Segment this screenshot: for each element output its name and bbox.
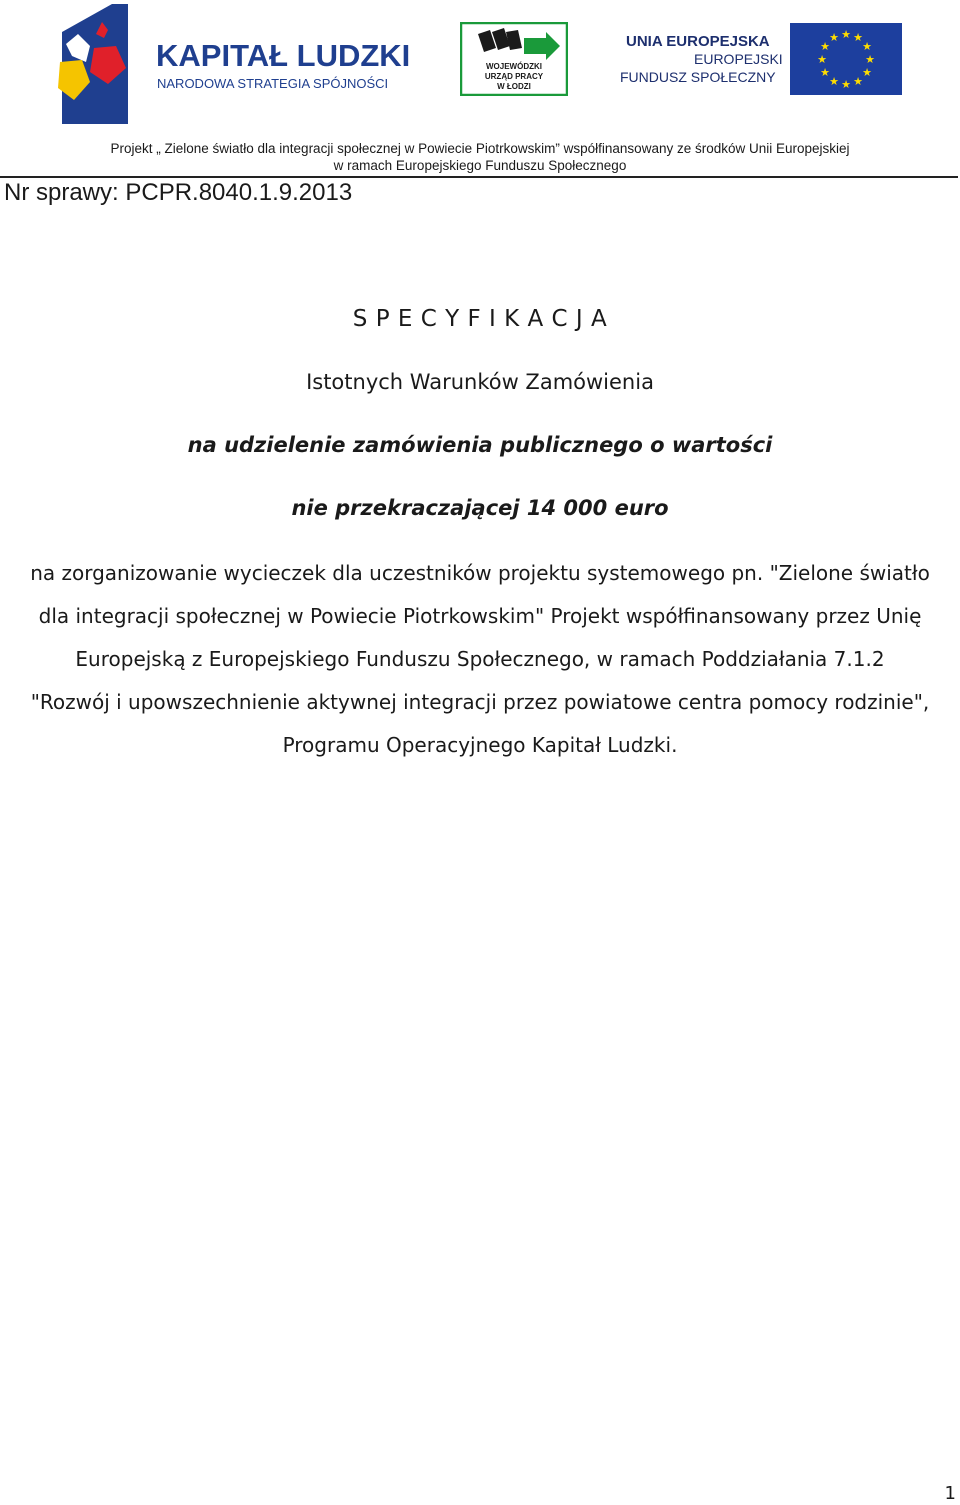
ue-line3: FUNDUSZ SPOŁECZNY [620,69,776,85]
svg-text:★: ★ [853,31,863,44]
document-subtitle: Istotnych Warunków Zamówienia [306,370,654,394]
svg-text:★: ★ [829,31,839,44]
wup-line3: W ŁODZI [497,82,531,91]
svg-text:★: ★ [841,28,851,41]
page-number: 1 [944,1483,956,1504]
wup-line2: URZĄD PRACY [484,72,544,81]
svg-text:★: ★ [865,53,875,66]
document-title: S P E C Y F I K A C J A [352,306,608,332]
wup-line1: WOJEWÓDZKI [486,62,542,71]
svg-text:★: ★ [829,75,839,88]
body-line: dla integracji społecznej w Powiecie Piotrkowskim" Projekt współfinansowany przez Unię [38,604,922,628]
svg-text:★: ★ [817,53,827,66]
svg-text:★: ★ [820,66,830,79]
svg-text:★: ★ [841,78,851,91]
svg-text:★: ★ [853,75,863,88]
svg-text:★: ★ [862,66,872,79]
project-header-line-2: w ramach Europejskiego Funduszu Społecznego [333,158,627,173]
kapital-ludzki-logo [56,4,416,124]
document-emphasis-line-1: na udzielenie zamówienia publicznego o wartości [187,433,773,457]
document-emphasis-line-2: nie przekraczającej 14 000 euro [291,496,669,520]
ue-line1: UNIA EUROPEJSKA [626,33,770,50]
wup-lodz-logo [460,22,568,96]
header-divider [0,176,958,178]
kapital-ludzki-name: KAPITAŁ LUDZKI [156,38,411,73]
body-line: Europejską z Europejskiego Funduszu Społecznego, w ramach Poddziałania 7.1.2 [75,647,885,671]
body-line: na zorganizowanie wycieczek dla uczestników projektu systemowego pn. "Zielone światło [30,561,930,585]
svg-text:★: ★ [820,40,830,53]
ue-line2: EUROPEJSKI [694,51,783,67]
eu-efs-logo [616,20,906,98]
kapital-ludzki-tagline: NARODOWA STRATEGIA SPÓJNOŚCI [157,76,389,91]
body-line: Programu Operacyjnego Kapitał Ludzki. [282,733,678,757]
case-number: Nr sprawy: PCPR.8040.1.9.2013 [4,179,353,206]
logo-bar [0,0,960,135]
project-header-line-1: Projekt „ Zielone światło dla integracji społecznej w Powiecie Piotrkowskim” współfinansowany ze środków Unii Europejskiej [110,141,850,156]
body-line: "Rozwój i upowszechnienie aktywnej integracji przez powiatowe centra pomocy rodzinie", [30,690,930,714]
svg-text:★: ★ [862,40,872,53]
